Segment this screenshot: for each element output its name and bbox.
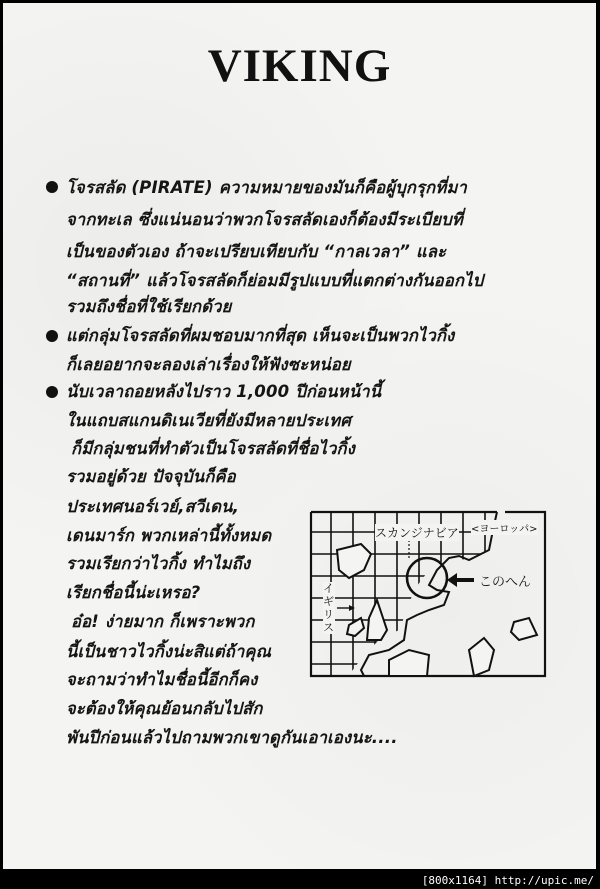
text-line: จะถามว่าทำไมชื่อนี้อีกก็คง — [66, 670, 258, 689]
text-line: รวมอยู่ด้วย ปัจจุบันก็คือ — [66, 467, 236, 486]
text-line: ก็มีกลุ่มชนที่ทำตัวเป็นโจรสลัดที่ชื่อไวกิ้ง — [71, 439, 355, 458]
text-line: เรียกชื่อนี้น่ะเหรอ? — [66, 583, 201, 602]
scanned-page — [3, 3, 596, 869]
text-line: เป็นของตัวเอง ถ้าจะเปรียบเทียบกับ “กาลเวลา” และ — [66, 242, 447, 261]
text-line: นี้เป็นชาวไวกิ้งน่ะสิแต่ถ้าคุณ — [66, 642, 272, 661]
text-line: รวมถึงชื่อที่ใช้เรียกด้วย — [66, 297, 232, 316]
page-title: VIKING — [207, 40, 392, 92]
map-label-britain: イギリス — [323, 582, 334, 634]
text-line: อ๋อ! ง่ายมาก ก็เพราะพวก — [71, 612, 255, 631]
bullet-dot — [46, 181, 58, 193]
text-line: จะต้องให้คุณย้อนกลับไปสัก — [66, 699, 263, 718]
text-line: จากทะเล ซึ่งแน่นอนว่าพวกโจรสลัดเองก็ต้องมีระเบียบที่ — [66, 210, 463, 229]
text-line: พันปีก่อนแล้วไปถามพวกเขาดูกันเอาเองนะ.... — [66, 728, 398, 747]
text-line: ในแถบสแกนดิเนเวียที่ยังมีหลายประเทศ — [66, 411, 352, 430]
text-line: “สถานที่” แล้วโจรสลัดก็ย่อมมีรูปแบบที่แตกต่างกันออกไป — [66, 271, 484, 290]
text-line: เดนมาร์ก พวกเหล่านี้ทั้งหมด — [66, 526, 272, 545]
text-line: รวมเรียกว่าไวกิ้ง ทำไมถึง — [66, 554, 251, 573]
text-line: โจรสลัด (PIRATE) ความหมายของมันก็คือผู้บุกรุกที่มา — [66, 178, 467, 197]
map-label-europe: <ヨーロッパ> — [471, 520, 538, 535]
bullet-dot — [46, 386, 58, 398]
text-line: นับเวลาถอยหลังไปราว 1,000 ปีก่อนหน้านี้ — [66, 382, 382, 401]
bullet-dot — [46, 330, 58, 342]
map-label-scandinavia: スカンジナビア — [375, 526, 459, 540]
map-label-here: このへん — [479, 575, 532, 590]
text-line: ประเทศนอร์เวย์,สวีเดน, — [66, 497, 240, 516]
text-line: แต่กลุ่มโจรสลัดที่ผมชอบมากที่สุด เห็นจะเป็นพวกไวกิ้ง — [66, 326, 455, 345]
europe-map-illustration — [309, 510, 547, 678]
text-line: ก็เลยอยากจะลองเล่าเรื่องให้ฟังซะหน่อย — [66, 355, 351, 374]
image-host-watermark: [800x1164] http://upic.me/ — [421, 874, 594, 887]
